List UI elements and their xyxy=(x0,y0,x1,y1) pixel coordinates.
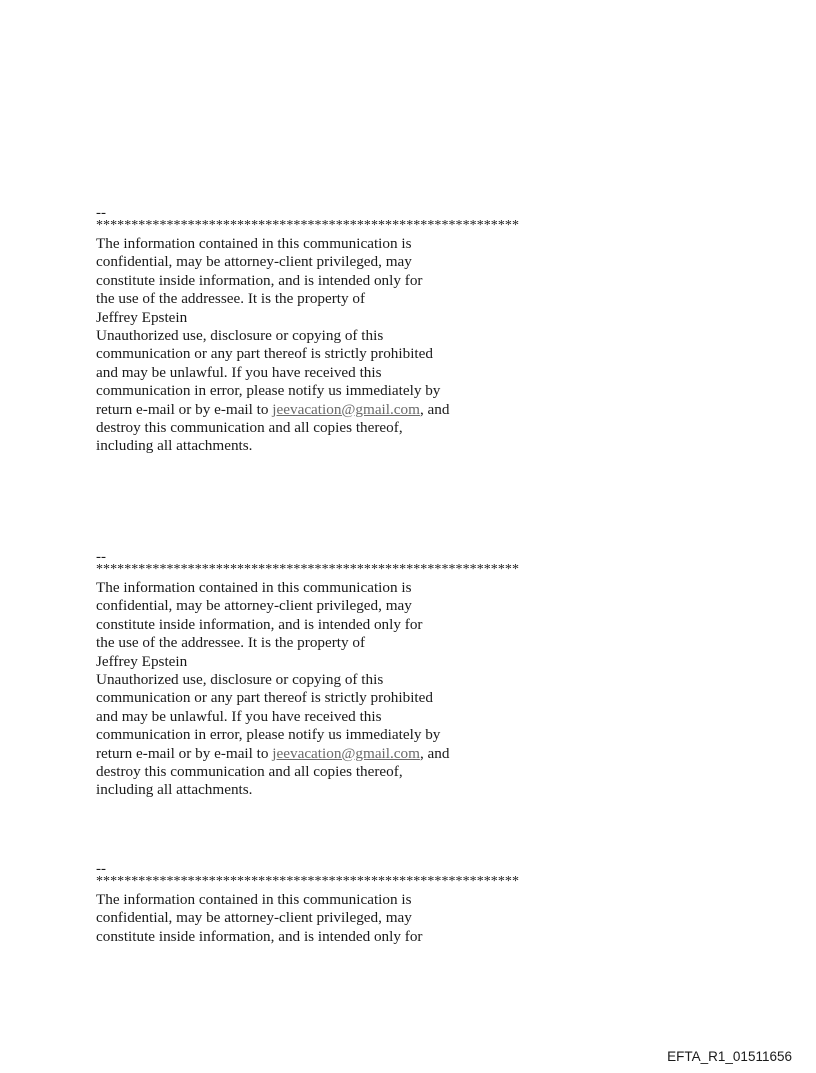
document-id: EFTA_R1_01511656 xyxy=(667,1049,792,1064)
disclaimer-line: communication or any part thereof is strictly prohibited xyxy=(96,689,433,707)
disclaimer-line: Unauthorized use, disclosure or copying of this xyxy=(96,327,384,345)
link-prefix: return e-mail or by e-mail to xyxy=(96,744,273,762)
disclaimer-line: confidential, may be attorney-client privileged, may xyxy=(96,597,412,615)
disclaimer-block-2 xyxy=(96,549,616,800)
disclaimer-line: confidential, may be attorney-client privileged, may xyxy=(96,253,412,271)
disclaimer-line-with-link xyxy=(96,745,616,763)
signature-separator: -- xyxy=(96,205,106,221)
disclaimer-line: The information contained in this communication is xyxy=(96,891,412,908)
asterisk-divider: ************************************************************ xyxy=(96,219,519,233)
disclaimer-line: including all attachments. xyxy=(96,437,253,455)
disclaimer-line: Jeffrey Epstein xyxy=(96,308,188,326)
disclaimer-line: communication in error, please notify us immediately by xyxy=(96,726,441,744)
disclaimer-line: destroy this communication and all copies thereof, xyxy=(96,419,403,437)
disclaimer-line: constitute inside information, and is intended only for xyxy=(96,927,423,945)
disclaimer-line: communication in error, please notify us immediately by xyxy=(96,382,441,400)
disclaimer-line: the use of the addressee. It is the property of xyxy=(96,634,366,652)
disclaimer-line: constitute inside information, and is intended only for xyxy=(96,615,423,633)
link-suffix: , and xyxy=(419,400,450,418)
asterisk-divider: ************************************************************ xyxy=(96,875,519,889)
disclaimer-line-with-link xyxy=(96,401,616,419)
disclaimer-line: The information contained in this communication is xyxy=(96,235,412,252)
disclaimer-line: Unauthorized use, disclosure or copying of this xyxy=(96,671,384,689)
disclaimer-line: Jeffrey Epstein xyxy=(96,652,188,670)
disclaimer-line: and may be unlawful. If you have received this xyxy=(96,707,382,725)
signature-separator: -- xyxy=(96,549,106,565)
disclaimer-line: the use of the addressee. It is the property of xyxy=(96,290,366,308)
disclaimer-line: including all attachments. xyxy=(96,781,253,799)
disclaimer-block-1 xyxy=(96,205,616,456)
disclaimer-line: The information contained in this communication is xyxy=(96,579,412,596)
link-suffix: , and xyxy=(419,744,450,762)
disclaimer-line: confidential, may be attorney-client privileged, may xyxy=(96,909,412,927)
email-link[interactable]: jeevacation@gmail.com xyxy=(272,744,420,762)
disclaimer-line: constitute inside information, and is intended only for xyxy=(96,271,423,289)
signature-separator: -- xyxy=(96,861,106,877)
asterisk-divider: ************************************************************ xyxy=(96,563,519,577)
disclaimer-line: destroy this communication and all copies thereof, xyxy=(96,763,403,781)
disclaimer-line: communication or any part thereof is strictly prohibited xyxy=(96,345,433,363)
link-prefix: return e-mail or by e-mail to xyxy=(96,400,273,418)
disclaimer-line: and may be unlawful. If you have received this xyxy=(96,363,382,381)
email-link[interactable]: jeevacation@gmail.com xyxy=(272,400,420,418)
disclaimer-block-3 xyxy=(96,861,616,946)
